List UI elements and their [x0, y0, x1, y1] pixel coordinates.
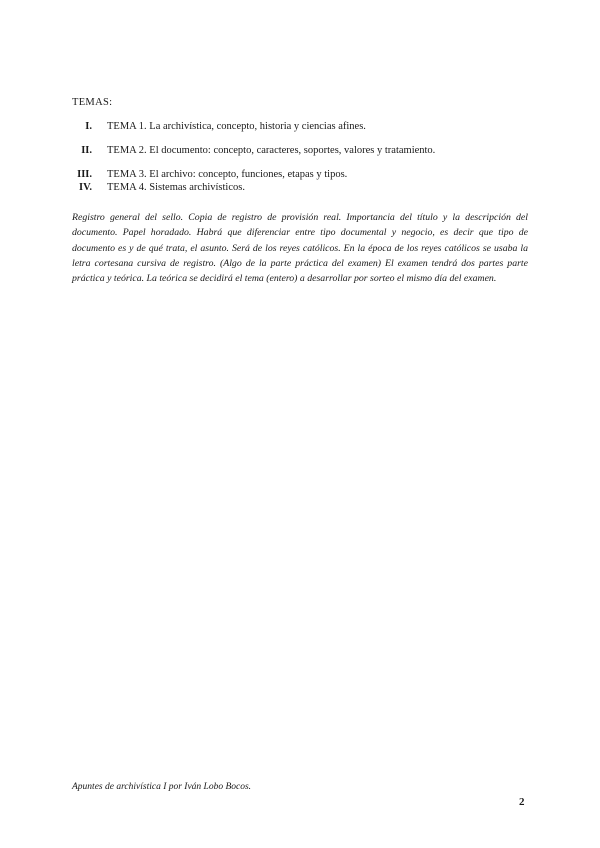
section-heading: TEMAS:	[72, 97, 113, 108]
roman-numeral: I.	[85, 121, 92, 132]
topic-text: TEMA 4. Sistemas archivísticos.	[107, 182, 245, 193]
topic-text: TEMA 2. El documento: concepto, caracteres, soportes, valores y tratamiento.	[107, 145, 436, 156]
list-item	[60, 145, 540, 156]
page-number: 2	[519, 796, 525, 808]
roman-numeral: III.	[77, 169, 92, 180]
topic-text: TEMA 3. El archivo: concepto, funciones, etapas y tipos.	[107, 169, 348, 180]
page-footer: Apuntes de archivística I por Iván Lobo Bocos.	[72, 782, 252, 792]
list-item	[60, 121, 540, 132]
roman-numeral: II.	[81, 145, 92, 156]
notes-paragraph: Registro general del sello. Copia de registro de provisión real. Importancia del título y la descripción del documento. Papel horadado. Habrá que diferenciar entre tipo documental y negocio, es decir que tipo de documento es y de qué trata, el asunto. Será de los reyes católicos. En la época de los reyes católicos se usaba la letra cortesana cursiva de registro. (Algo de la parte práctica del examen) El examen tendrá dos partes parte práctica y teórica. La teórica se decidirá el tema (entero) a desarrollar por sorteo el mismo día del examen.	[72, 212, 528, 285]
list-item	[60, 169, 540, 180]
roman-numeral: IV.	[79, 182, 92, 193]
list-item	[60, 182, 540, 193]
topic-text: TEMA 1. La archivística, concepto, historia y ciencias afines.	[107, 121, 366, 132]
topic-list	[60, 121, 540, 193]
